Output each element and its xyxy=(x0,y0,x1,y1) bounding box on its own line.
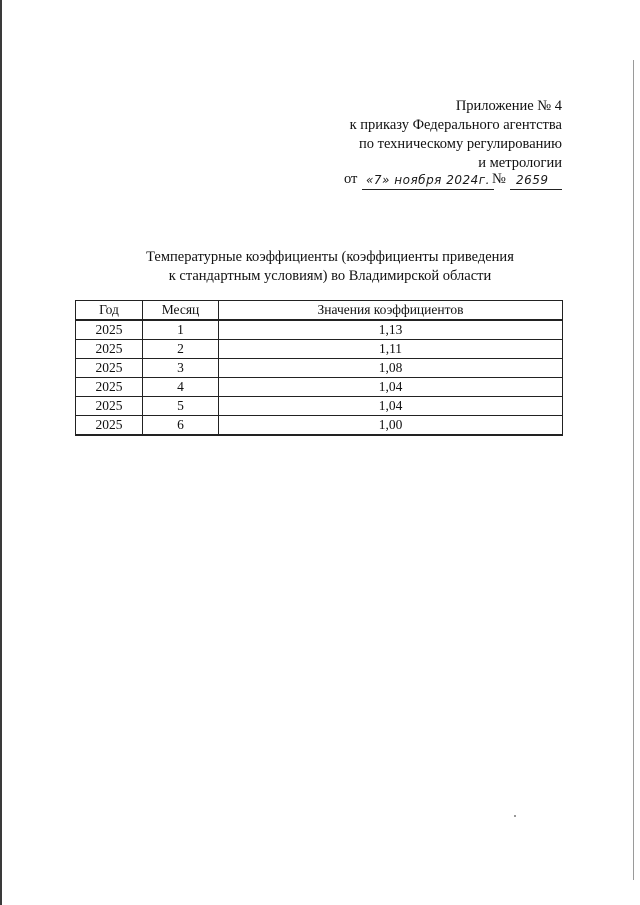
date-underline xyxy=(362,189,494,190)
header-line-order: к приказу Федерального агентства xyxy=(349,117,562,133)
coefficients-table xyxy=(75,300,563,436)
cell-year: 2025 xyxy=(76,378,143,397)
cell-year: 2025 xyxy=(76,359,143,378)
number-underline xyxy=(510,189,562,190)
table-row xyxy=(76,397,563,416)
header-month: Месяц xyxy=(143,301,219,321)
header-line-metrology: и метрологии xyxy=(478,155,562,171)
title-line-2: к стандартным условиям) во Владимирской области xyxy=(168,268,492,284)
cell-year: 2025 xyxy=(76,397,143,416)
from-label: от xyxy=(344,171,358,187)
table-row xyxy=(76,378,563,397)
cell-month: 1 xyxy=(143,320,219,340)
scan-edge-left xyxy=(0,0,2,905)
cell-year: 2025 xyxy=(76,320,143,340)
number-label: № xyxy=(492,171,506,187)
cell-value: 1,13 xyxy=(219,320,563,340)
handwritten-date: «7» ноября 2024г. xyxy=(366,173,490,187)
table-header-row xyxy=(76,301,563,321)
header-line-regulation: по техническому регулированию xyxy=(358,136,562,152)
cell-month: 4 xyxy=(143,378,219,397)
table-row xyxy=(76,320,563,340)
cell-month: 3 xyxy=(143,359,219,378)
scan-edge-right xyxy=(633,60,634,880)
cell-month: 5 xyxy=(143,397,219,416)
cell-value: 1,00 xyxy=(219,416,563,436)
title-line-1: Температурные коэффициенты (коэффициенты приведения xyxy=(146,249,514,265)
table-row xyxy=(76,416,563,436)
scan-speck xyxy=(514,815,516,817)
table-row xyxy=(76,359,563,378)
cell-value: 1,08 xyxy=(219,359,563,378)
cell-year: 2025 xyxy=(76,416,143,436)
table-row xyxy=(76,340,563,359)
appendix-header xyxy=(350,97,562,173)
cell-month: 2 xyxy=(143,340,219,359)
cell-value: 1,04 xyxy=(219,397,563,416)
cell-value: 1,11 xyxy=(219,340,563,359)
document-title xyxy=(100,248,560,286)
cell-month: 6 xyxy=(143,416,219,436)
cell-year: 2025 xyxy=(76,340,143,359)
header-line-appendix: Приложение № 4 xyxy=(455,98,562,114)
cell-value: 1,04 xyxy=(219,378,563,397)
header-values: Значения коэффициентов xyxy=(219,301,563,321)
handwritten-number: 2659 xyxy=(516,173,549,187)
header-year: Год xyxy=(76,301,143,321)
